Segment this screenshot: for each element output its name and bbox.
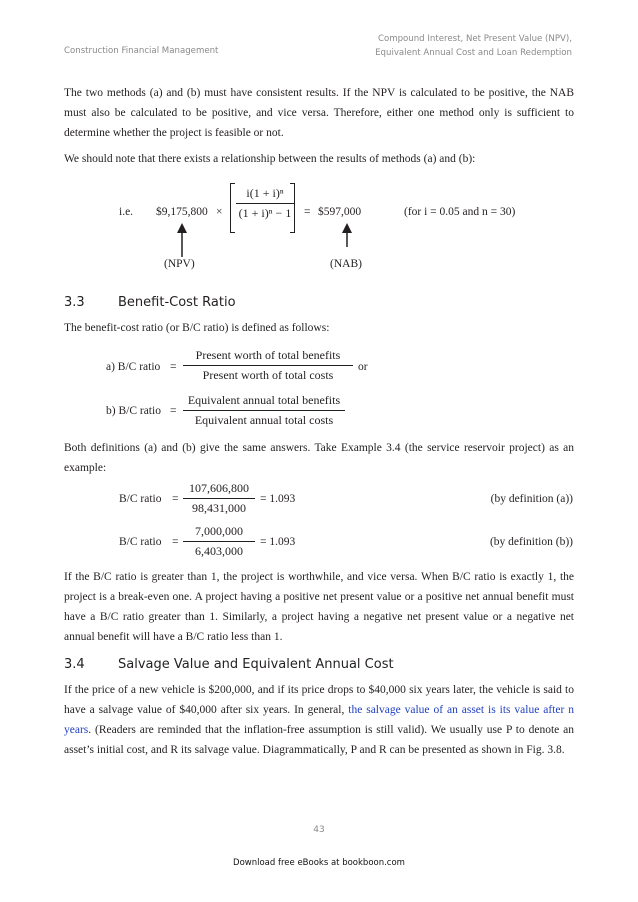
calc-a-fraction <box>183 481 255 516</box>
calc-a-equals: = <box>172 493 179 505</box>
nab-value: $597,000 <box>318 206 362 218</box>
def-b-denominator: Equivalent annual total costs <box>194 413 334 427</box>
def-a-label: a) B/C ratio <box>106 361 161 373</box>
calc-b-label: B/C ratio <box>119 536 162 548</box>
running-header-right-line2: Equivalent Annual Cost and Loan Redemption <box>375 48 572 58</box>
section-number: 3.4 <box>64 657 85 672</box>
calc-b-equals: = <box>172 536 179 548</box>
npv-arrow-icon <box>174 223 190 257</box>
running-header-right <box>375 32 572 60</box>
calc-a-label: B/C ratio <box>119 493 162 505</box>
annuity-denominator: (1 + i)ⁿ − 1 <box>238 206 292 220</box>
def-a-denominator: Present worth of total costs <box>202 368 334 382</box>
section-heading-3-3 <box>64 295 236 310</box>
salvage-paragraph <box>64 680 574 760</box>
def-a-fraction <box>183 348 353 383</box>
intro-paragraph: The two methods (a) and (b) must have consistent results. If the NPV is calculated to be positive, the NAB must also be calculated to be positive, and vice versa. Therefore, either one method only is sufficient to determine whether the project is feasible or not. <box>64 87 574 139</box>
eq-prefix: i.e. <box>119 206 134 218</box>
def-a-or: or <box>358 361 368 373</box>
salvage-text-1: If the price of a new vehicle is $200,000, and if its price drops to $40,000 six years later, the vehicle is said to have a salvage value of $40,000 after six years. In general, <box>64 684 574 716</box>
section-number: 3.3 <box>64 295 85 310</box>
annuity-numerator: i(1 + i)ⁿ <box>246 186 284 200</box>
eq-condition: (for i = 0.05 and n = 30) <box>404 206 516 218</box>
def-b-fraction <box>183 393 345 428</box>
calc-a-note: (by definition (a)) <box>490 493 573 505</box>
calc-a-denominator: 98,431,000 <box>192 501 246 515</box>
def-b-label: b) B/C ratio <box>106 405 161 417</box>
def-a-equals: = <box>170 361 177 373</box>
def-b-numerator: Equivalent annual total benefits <box>187 393 341 407</box>
section-title: Benefit-Cost Ratio <box>118 295 236 310</box>
def-b-equals: = <box>170 405 177 417</box>
equals-sign: = <box>304 206 311 218</box>
bracket-left <box>230 183 235 233</box>
conclusion-paragraph: If the B/C ratio is greater than 1, the project is worthwhile, and vice versa. When B/C ratio is exactly 1, the project is a break-even one. A project having a positive net present value or a positive net annual benefit must have a B/C ratio greater than 1. Similarly, a project having a negative net present value or a negative net annual benefit will have a B/C ratio less than 1. <box>64 571 574 643</box>
npv-value: $9,175,800 <box>156 206 208 218</box>
calc-b-fraction <box>183 524 255 559</box>
bracket-right <box>290 183 295 233</box>
def-a-numerator: Present worth of total benefits <box>195 348 341 362</box>
nab-arrow-icon <box>339 223 355 247</box>
calc-b-numerator: 7,000,000 <box>195 524 243 538</box>
annuity-factor <box>236 186 294 221</box>
running-header-right-line1: Compound Interest, Net Present Value (NPV), <box>377 34 572 44</box>
calc-b-denominator: 6,403,000 <box>195 544 243 558</box>
page-number: 43 <box>313 825 325 835</box>
running-header-left: Construction Financial Management <box>64 46 219 56</box>
section-heading-3-4 <box>64 657 394 672</box>
example-paragraph: Both definitions (a) and (b) give the same answers. Take Example 3.4 (the service reservoir project) as an example: <box>64 442 574 474</box>
calc-a-result: = 1.093 <box>260 493 296 505</box>
relationship-sentence: We should note that there exists a relationship between the results of methods (a) and (b): <box>64 153 476 165</box>
download-footer: Download free eBooks at bookboon.com <box>233 858 405 868</box>
salvage-text-2: . (Readers are reminded that the inflation-free assumption is still valid). We usually use P to denote an asset’s initial cost, and R its salvage value. Diagrammatically, P and R can be presented as shown in Fig. 3.8. <box>64 724 574 756</box>
calc-b-note: (by definition (b)) <box>489 536 573 548</box>
times-sign: × <box>216 206 223 218</box>
calc-b-result: = 1.093 <box>260 536 296 548</box>
calc-a-numerator: 107,606,800 <box>189 481 249 495</box>
npv-label: (NPV) <box>164 258 195 270</box>
section-title: Salvage Value and Equivalent Annual Cost <box>118 657 394 672</box>
salvage-definition-highlight: the salvage value of an asset is its value after n years <box>64 704 574 736</box>
nab-label: (NAB) <box>330 258 362 270</box>
bc-definition-intro: The benefit-cost ratio (or B/C ratio) is defined as follows: <box>64 322 330 334</box>
